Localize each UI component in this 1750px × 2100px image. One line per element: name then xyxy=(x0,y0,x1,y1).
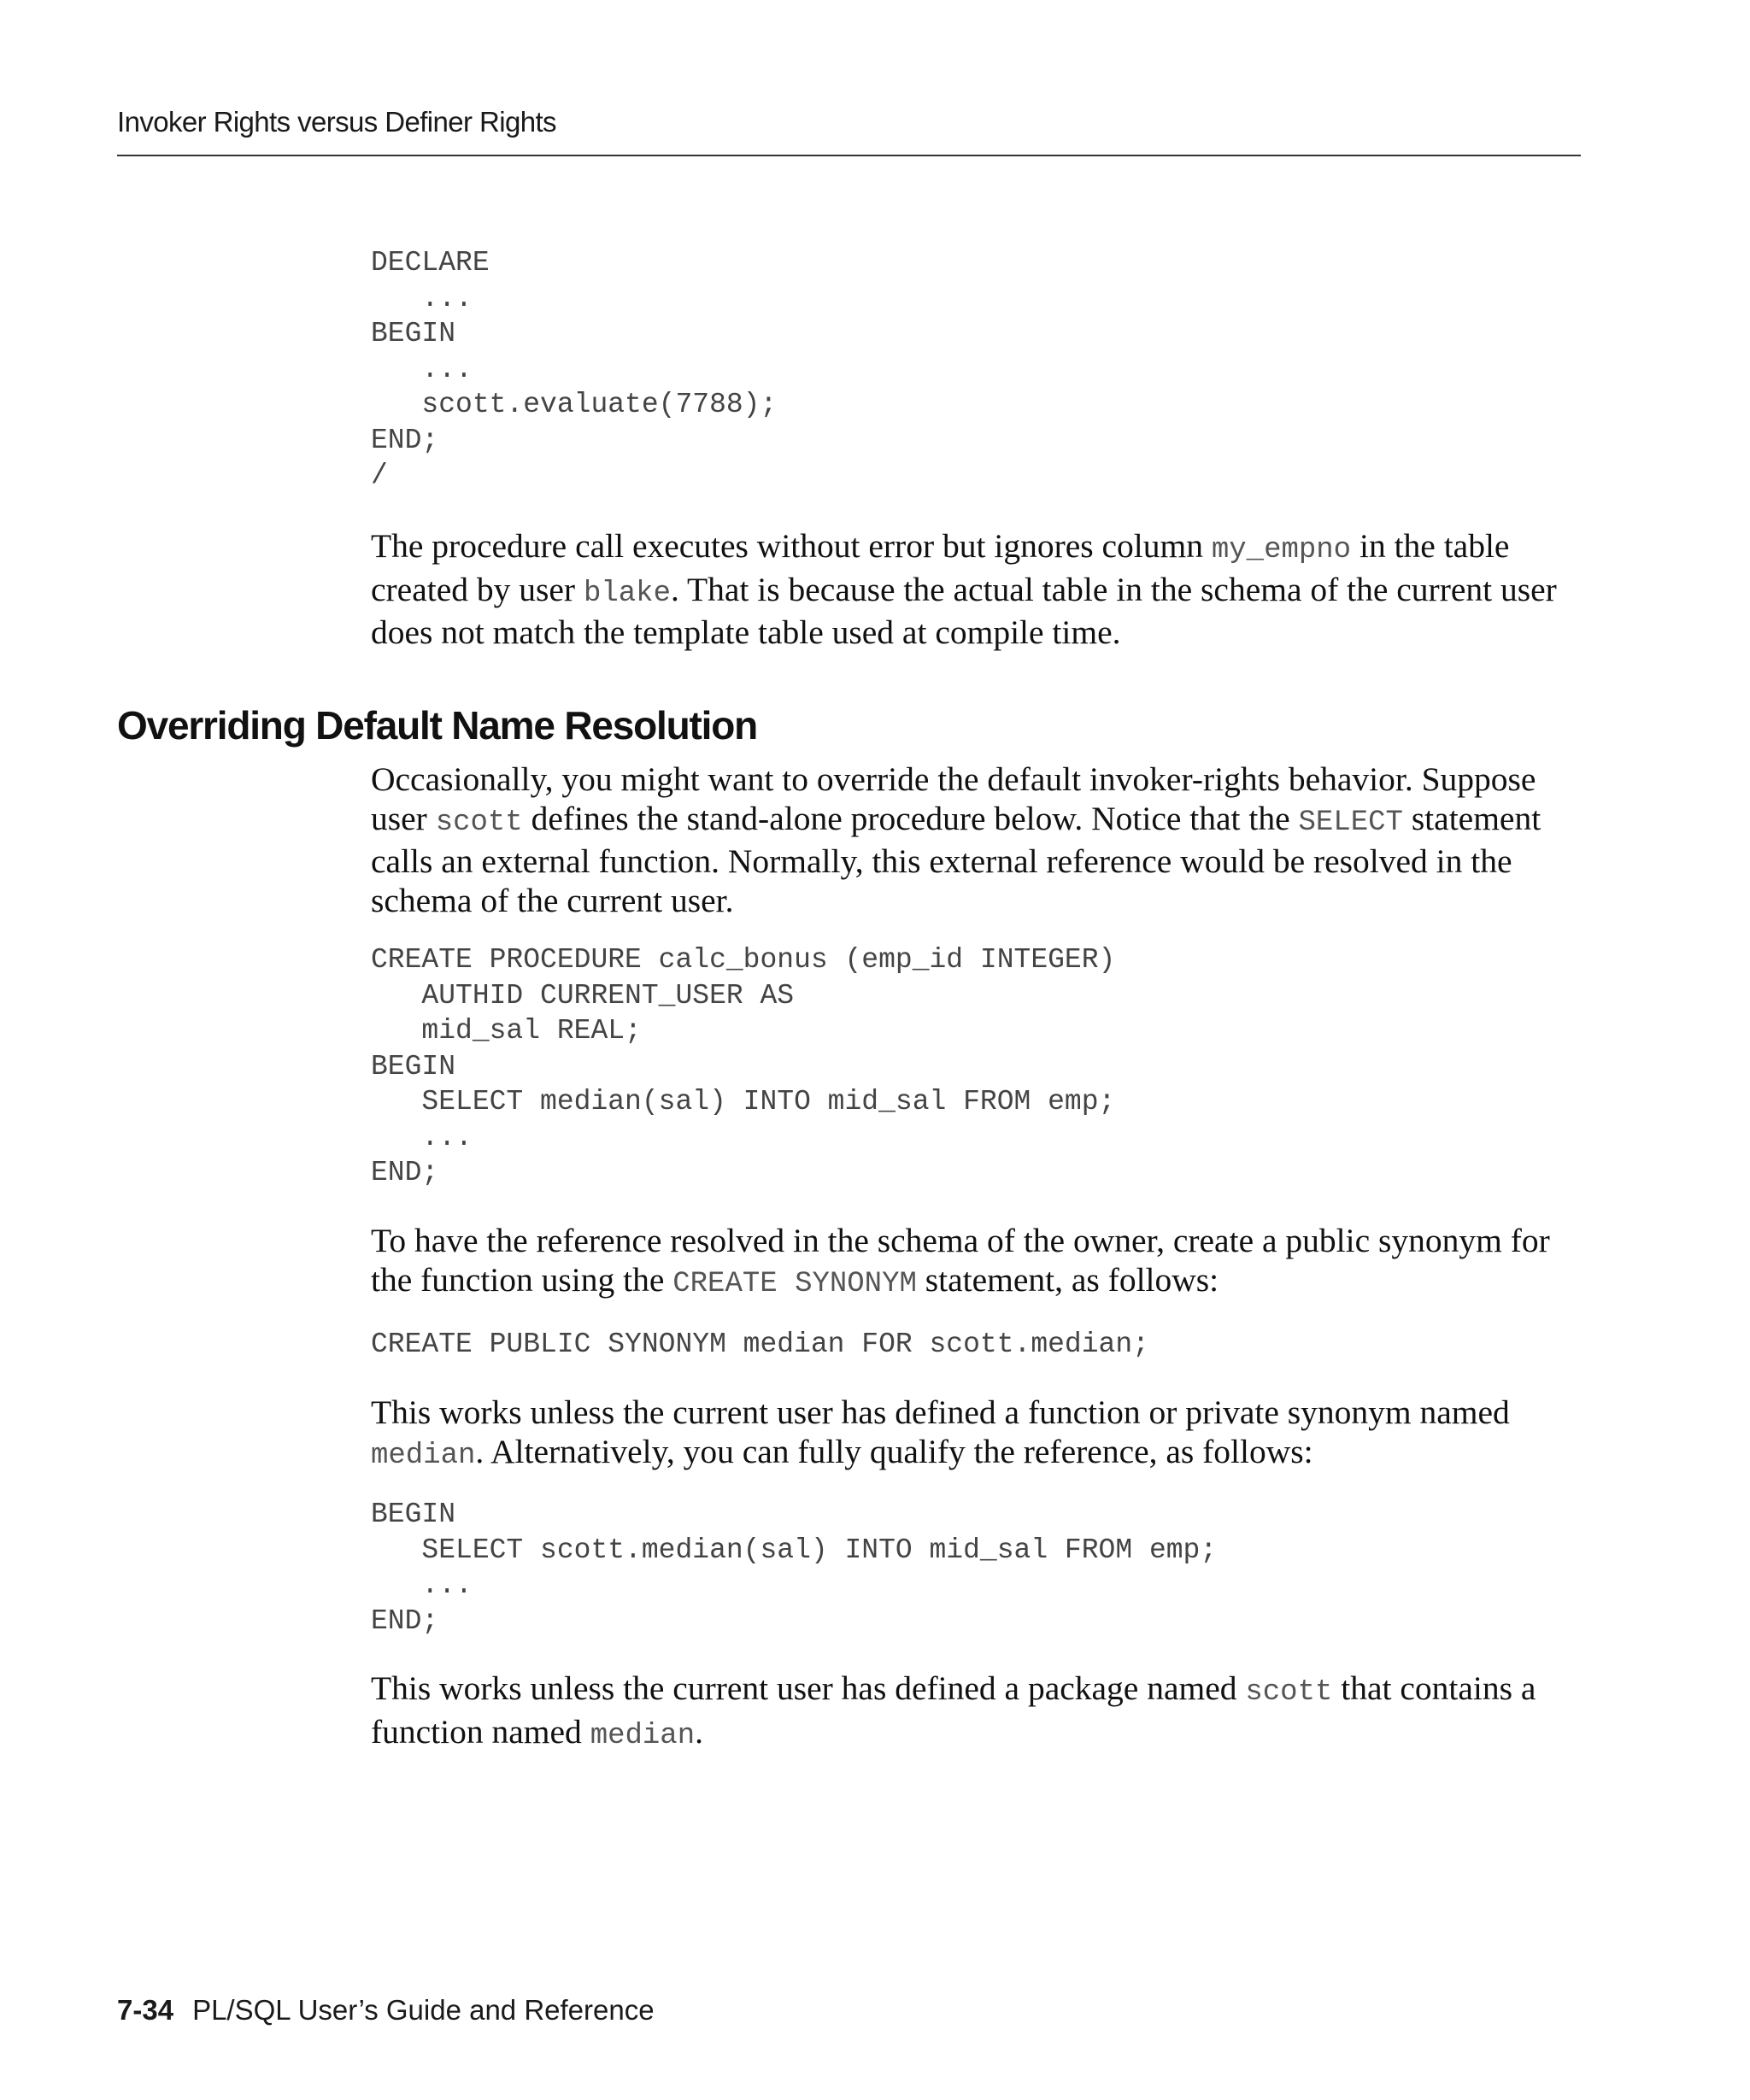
code-block-qualified-reference: BEGIN SELECT scott.median(sal) INTO mid_sal FROM emp; ... END; xyxy=(371,1499,1218,1637)
text-run: . That is because the actual table in the schema of the current user does not match the template table used at compile time. xyxy=(371,570,1557,651)
page-footer xyxy=(117,1994,655,2027)
paragraph-procedure-call xyxy=(371,527,1593,653)
running-header: Invoker Rights versus Definer Rights xyxy=(117,106,556,138)
code-block-create-synonym: CREATE PUBLIC SYNONYM median FOR scott.median; xyxy=(371,1329,1149,1360)
code-block-declare: DECLARE ... BEGIN ... scott.evaluate(7788); END; / xyxy=(371,247,778,491)
paragraph-private-synonym xyxy=(371,1393,1593,1475)
paragraph-package-caveat xyxy=(371,1669,1593,1756)
inline-code-median: median xyxy=(371,1439,476,1472)
text-run: statement calls an external function. Normally, this external reference would be resolved in the schema of the current user. xyxy=(371,799,1542,919)
inline-code-my-empno: my_empno xyxy=(1211,534,1352,566)
section-heading: Overriding Default Name Resolution xyxy=(117,703,757,748)
inline-code-create-synonym: CREATE SYNONYM xyxy=(672,1267,917,1300)
inline-code-blake: blake xyxy=(583,577,671,610)
text-run: Occasionally, you might want to override the default invoker-rights behavior. Suppose user xyxy=(371,760,1536,837)
text-run: The procedure call executes without error but ignores column xyxy=(371,527,1212,565)
text-run: This works unless the current user has defined a function or private synonym named xyxy=(371,1393,1510,1431)
text-run: defines the stand-alone procedure below. Notice that the xyxy=(522,799,1299,837)
paragraph-override-intro xyxy=(371,760,1593,920)
text-run: . xyxy=(695,1712,703,1751)
book-title: PL/SQL User’s Guide and Reference xyxy=(192,1994,655,2026)
text-run: This works unless the current user has defined a package named xyxy=(371,1669,1246,1707)
inline-code-median: median xyxy=(590,1719,696,1752)
text-run: To have the reference resolved in the schema of the owner, create a public synonym for the function using the xyxy=(371,1222,1550,1299)
text-run: in the table created by user xyxy=(371,527,1510,608)
inline-code-scott: scott xyxy=(1245,1676,1333,1709)
inline-code-select: SELECT xyxy=(1298,806,1403,839)
text-run: . Alternatively, you can fully qualify the reference, as follows: xyxy=(475,1432,1313,1470)
inline-code-scott: scott xyxy=(435,806,523,839)
code-block-create-procedure: CREATE PROCEDURE calc_bonus (emp_id INTEGER) AUTHID CURRENT_USER AS mid_sal REAL; BEGIN SELECT median(sal) INTO mid_sal FROM emp; ... END; xyxy=(371,944,1116,1188)
text-run: statement, as follows: xyxy=(916,1260,1219,1299)
paragraph-public-synonym xyxy=(371,1222,1593,1304)
page-number: 7-34 xyxy=(117,1994,174,2026)
text-run: that contains a function named xyxy=(371,1669,1536,1751)
header-rule xyxy=(117,155,1581,156)
